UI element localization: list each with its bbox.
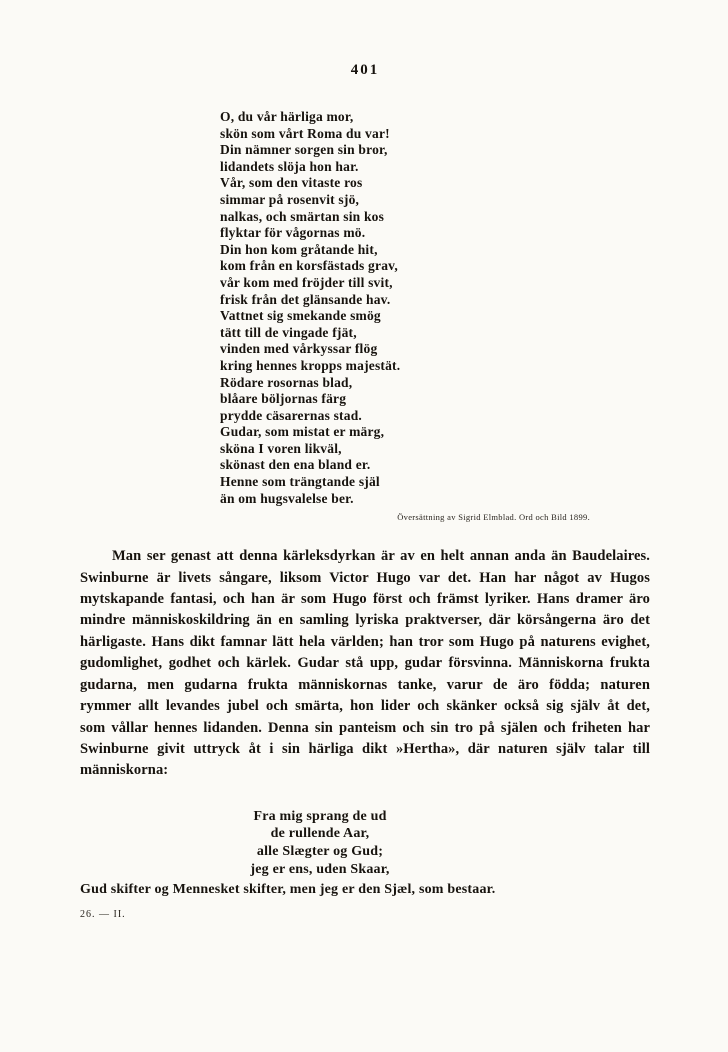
poem-line: tätt till de vingade fjät, <box>220 324 357 340</box>
poem-secondary-line-wide: Gud skifter og Mennesket skifter, men jeg er den Sjæl, som bestaar. <box>80 882 496 898</box>
poem-line: O, du vår härliga mor, <box>220 109 354 124</box>
page-content <box>80 62 650 920</box>
poem-line: Din hon kom gråtande hit, <box>220 241 378 257</box>
poem-line: skönast den ena bland er. <box>220 457 371 473</box>
poem-line: Henne som trängtande själ <box>220 474 380 490</box>
poem-line: vinden med vårkyssar flög <box>220 341 378 357</box>
poem-line: än om hugsvalelse ber. <box>220 490 354 506</box>
poem-line: frisk från det glänsande hav. <box>220 291 391 307</box>
poem-line: Rödare rosornas blad, <box>220 374 353 390</box>
poem-line: Vår, som den vitaste ros <box>220 175 363 191</box>
poem-line: kring hennes kropps majestät. <box>220 357 401 373</box>
footer-signature: 26. — II. <box>80 908 126 920</box>
poem-line: blåare böljornas färg <box>220 391 347 407</box>
poem-secondary-line: jeg er ens, uden Skaar, <box>250 861 390 877</box>
poem-primary <box>220 109 650 507</box>
page-number: 401 <box>350 62 380 78</box>
body-paragraph: Man ser genast att denna kärleksdyrkan är av en helt annan anda än Baudelaires. Swinburne är livets sångare, liksom Victor Hugo var det. Han har något av Hugos mytskapande fantasi, och han är som Hugo först och främst lyriker. Hans dramer äro mindre människoskildring än en samling lyriska praktverser, där körsångerna äro det härligaste. Hans dikt famnar lätt hela världen; han tror som Hugo på naturens evighet, gudomlighet, godhet och kärlek. Gudar stå upp, gudar försvinna. Människorna frukta gudarna, men gudarna frukta människornas tanke, varur de äro födda; naturen rymmer allt levandes jubel och smärta, hon lider och skänker också sig själv åt det, som vållar hennes lidanden. Denna sin panteism och sin tro på själen och friheten har Swinburne givit uttryck åt i sin härliga dikt »Hertha», där naturen själv talar till människorna: <box>80 548 650 779</box>
poem-line: simmar på rosenvit sjö, <box>220 191 360 207</box>
poem-line: Gudar, som mistat er märg, <box>220 424 385 440</box>
poem-secondary-line: de rullende Aar, <box>270 826 370 842</box>
poem-line: nalkas, och smärtan sin kos <box>220 208 385 224</box>
poem-line: Din nämner sorgen sin bror, <box>220 142 388 158</box>
poem-line: vår kom med fröjder till svit, <box>220 274 393 290</box>
poem-line: lidandets slöja hon har. <box>220 158 359 174</box>
poem-line: prydde cäsarernas stad. <box>220 407 362 423</box>
poem-line: skön som vårt Roma du var! <box>220 125 390 141</box>
poem-attribution: Översättning av Sigrid Elmblad. Ord och Bild 1899. <box>397 512 590 523</box>
poem-line: Vattnet sig smekande smög <box>220 308 381 324</box>
poem-secondary <box>80 808 560 878</box>
poem-secondary-line: alle Slægter og Gud; <box>256 843 384 859</box>
poem-line: sköna I voren likväl, <box>220 440 342 456</box>
poem-line: kom från en korsfästads grav, <box>220 258 398 274</box>
poem-line: flyktar för vågornas mö. <box>220 225 366 241</box>
poem-secondary-line: Fra mig sprang de ud <box>253 808 387 824</box>
